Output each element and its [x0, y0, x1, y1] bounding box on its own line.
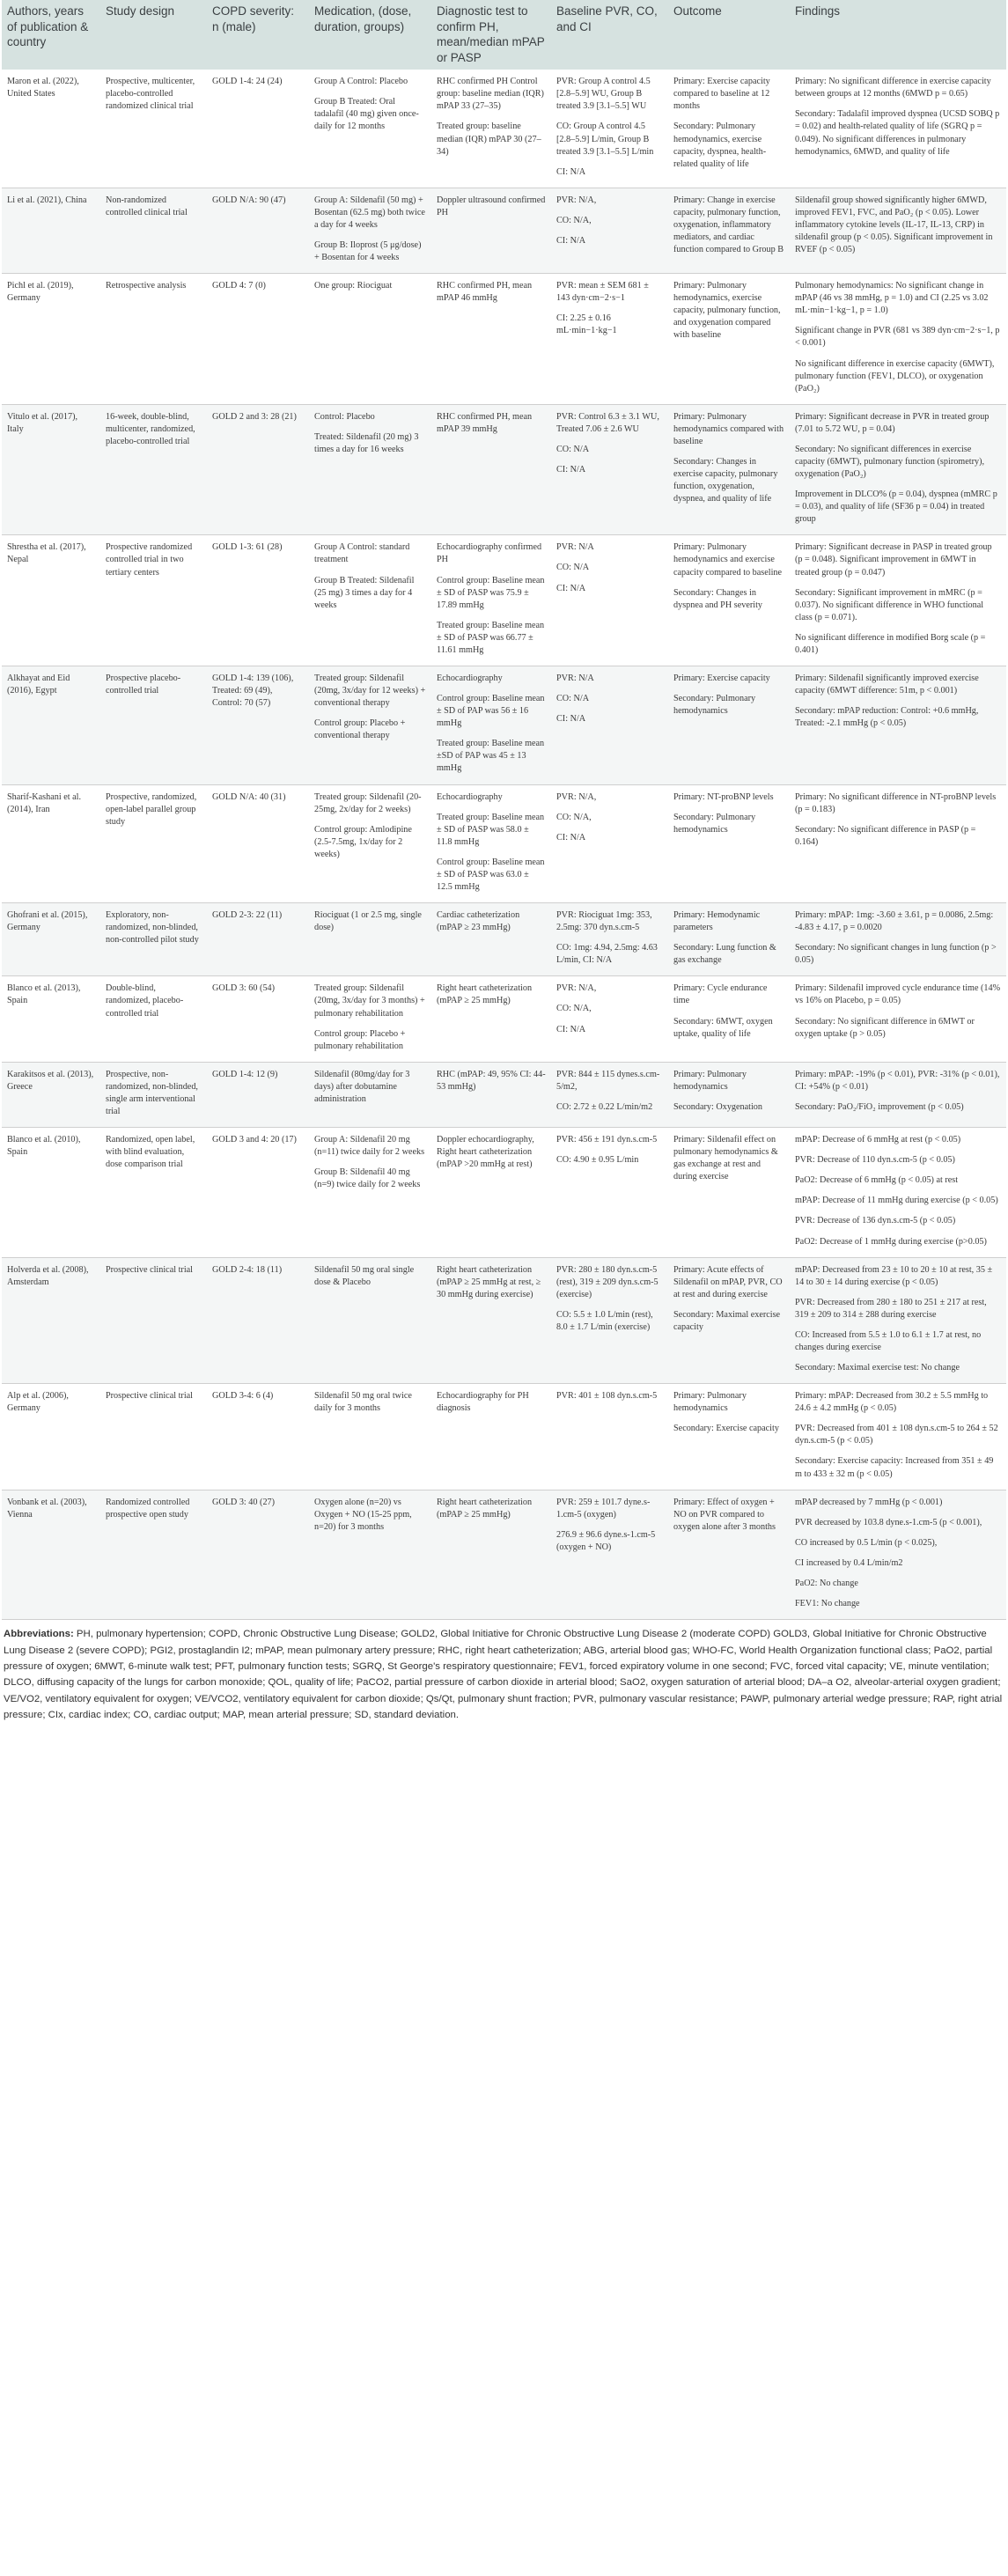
cell-outcome-paragraph: Primary: Change in exercise capacity, pulmonary function, oxygenation, inflammatory mediators, and cardiac function compared to Group B	[673, 195, 784, 255]
cell-medication-paragraph: Treated group: Sildenafil (20mg, 3x/day for 12 weeks) + conventional therapy	[314, 673, 426, 709]
cell-diagnostic-paragraph: RHC (mPAP: 49, 95% CI: 44-53 mmHg)	[437, 1069, 546, 1092]
cell-severity: GOLD 3: 60 (54)	[207, 976, 309, 1062]
cell-design: Double-blind, randomized, placebo-controlled trial	[100, 976, 207, 1062]
cell-diagnostic-paragraph: Doppler ultrasound confirmed PH	[437, 195, 546, 217]
cell-baseline-paragraph: CO: N/A,	[556, 812, 592, 822]
cell-diagnostic-paragraph: RHC confirmed PH, mean mPAP 39 mmHg	[437, 411, 533, 434]
cell-findings-paragraph: CO: Increased from 5.5 ± 1.0 to 6.1 ± 1.7 at rest, no changes during exercise	[795, 1329, 982, 1352]
cell-findings-paragraph: mPAP: Decrease of 11 mmHg during exercise (p < 0.05)	[795, 1196, 998, 1206]
cell-severity: GOLD 2-4: 18 (11)	[207, 1257, 309, 1384]
cell-baseline-paragraph: CI: N/A	[556, 166, 586, 177]
cell-diagnostic	[431, 188, 551, 273]
cell-findings-paragraph: Primary: Significant decrease in PVR in treated group (7.01 to 5.72 WU, p = 0.04)	[795, 411, 990, 434]
cell-outcome-paragraph: Secondary: Changes in exercise capacity, pulmonary function, oxygenation, dyspnea, and quality of life	[673, 456, 778, 504]
header-design: Study design	[100, 0, 207, 70]
cell-diagnostic-paragraph: Echocardiography confirmed PH	[437, 542, 542, 565]
cell-outcome	[668, 188, 790, 273]
cell-baseline-paragraph: PVR: N/A,	[556, 195, 597, 205]
cell-diagnostic-paragraph: Treated group: Baseline mean ± SD of PASP was 58.0 ± 11.8 mmHg	[437, 812, 545, 847]
cell-baseline	[551, 535, 668, 666]
cell-author: Blanco et al. (2010), Spain	[2, 1128, 100, 1257]
cell-outcome-paragraph: Primary: Sildenafil effect on pulmonary hemodynamics & gas exchange at rest and during exercise	[673, 1135, 778, 1182]
cell-baseline-paragraph: PVR: 401 ± 108 dyn.s.cm-5	[556, 1391, 658, 1402]
cell-findings-paragraph: Secondary: No significant difference in 6MWT or oxygen uptake (p > 0.05)	[795, 1016, 975, 1039]
cell-findings-paragraph: PaO2: Decrease of 1 mmHg during exercise (p>0.05)	[795, 1236, 987, 1247]
cell-medication-paragraph: Sildenafil 50 mg oral twice daily for 3 months	[314, 1391, 412, 1414]
cell-findings	[790, 535, 1006, 666]
cell-outcome-paragraph: Secondary: Pulmonary hemodynamics, exercise capacity, dyspnea, health-related quality of life	[673, 121, 767, 169]
cell-baseline	[551, 903, 668, 976]
cell-baseline-paragraph: PVR: N/A	[556, 542, 594, 553]
cell-baseline-paragraph: PVR: 259 ± 101.7 dyne.s-1.cm-5 (oxygen)	[556, 1497, 651, 1520]
header-row	[2, 0, 1006, 70]
abbreviations-footnote	[2, 1620, 1006, 1724]
header-findings: Findings	[790, 0, 1006, 70]
cell-baseline	[551, 1490, 668, 1619]
table-header	[2, 0, 1006, 70]
cell-author: Shrestha et al. (2017), Nepal	[2, 535, 100, 666]
header-baseline: Baseline PVR, CO, and CI	[551, 0, 668, 70]
cell-diagnostic-paragraph: Treated group: Baseline mean ±SD of PAP was 45 ± 13 mmHg	[437, 739, 545, 774]
cell-author: Sharif-Kashani et al. (2014), Iran	[2, 784, 100, 903]
cell-medication-paragraph: Group A: Sildenafil (50 mg) + Bosentan (62.5 mg) both twice a day for 4 weeks	[314, 195, 425, 230]
cell-findings-paragraph: Primary: mPAP: Decreased from 30.2 ± 5.5 mmHg to 24.6 ± 4.2 mmHg (p < 0.05)	[795, 1391, 989, 1414]
cell-baseline-paragraph: PVR: mean ± SEM 681 ± 143 dyn·cm−2·s−1	[556, 281, 649, 304]
cell-diagnostic-paragraph: Right heart catheterization (mPAP ≥ 25 mmHg at rest, ≥ 30 mmHg during exercise)	[437, 1264, 541, 1299]
cell-findings-paragraph: Primary: No significant difference in exercise capacity between groups at 12 months (6MWD p = 0.65)	[795, 77, 991, 99]
cell-baseline-paragraph: CO: 5.5 ± 1.0 L/min (rest), 8.0 ± 1.7 L/min (exercise)	[556, 1309, 653, 1332]
cell-outcome	[668, 784, 790, 903]
cell-author: Maron et al. (2022), United States	[2, 70, 100, 188]
cell-findings	[790, 784, 1006, 903]
cell-diagnostic-paragraph: Cardiac catheterization (mPAP ≥ 23 mmHg)	[437, 910, 520, 933]
cell-diagnostic	[431, 404, 551, 535]
cell-medication	[309, 1128, 431, 1257]
cell-baseline-paragraph: PVR: Control 6.3 ± 3.1 WU, Treated 7.06 ± 2.6 WU	[556, 411, 659, 434]
cell-baseline-paragraph: CO: 1mg: 4.94, 2.5mg: 4.63 L/min, CI: N/A	[556, 943, 658, 966]
cell-author: Vonbank et al. (2003), Vienna	[2, 1490, 100, 1619]
cell-findings-paragraph: mPAP: Decreased from 23 ± 10 to 20 ± 10 at rest, 35 ± 14 to 30 ± 14 during exercise (p < 0.05)	[795, 1264, 993, 1287]
cell-findings-paragraph: Secondary: Tadalafil improved dyspnea (UCSD SOBQ p = 0.02) and health-related quality of life (SGRQ p = 0.049). No significant differences in pulmonary hemodynamics, 6MWD, and quality of life	[795, 109, 1000, 157]
cell-medication-paragraph: Group A: Sildenafil 20 mg (n=11) twice daily for 2 weeks	[314, 1135, 425, 1158]
cell-medication	[309, 188, 431, 273]
abbreviations-text: PH, pulmonary hypertension; COPD, Chronic Obstructive Lung Disease; GOLD2, Global Initiative for Chronic Obstructive Lung Disease 2 (moderate COPD) GOLD3, Global Initiative for Chronic Obstructive Lung Disease 2 (severe COPD); PGI2, prostaglandin I2; mPAP, mean pulmonary artery pressure; RHC, right heart catheterization; ABG, arterial blood gas; WHO-FC, World Health Organization functional class; PaO2, partial pressure of oxygen; 6MWT, 6-minute walk test; PFT, pulmonary function tests; SGRQ, St George's respiratory questionnaire; FEV1, forced expiratory volume in one second; FVC, forced vital capacity; VE, minute ventilation; DLCO, diffusing capacity of the lungs for carbon monoxide; QOL, quality of life; PaCO2, partial pressure of carbon dioxide in arterial blood; SaO2, oxygen saturation of arterial blood; DA–a O2, alveolar-arterial oxygen gradient; VE/VO2, ventilatory equivalent for oxygen; VE/VCO2, ventilatory equivalent for carbon dioxide; Qs/Qt, pulmonary shunt fraction; PVR, pulmonary vascular resistance; PAWP, pulmonary arterial wedge pressure; RAP, right atrial pressure; CIx, cardiac index; CO, cardiac output; MAP, mean arterial pressure; SD, standard deviation.	[4, 1629, 1003, 1721]
cell-outcome-paragraph: Primary: Pulmonary hemodynamics compared with baseline	[673, 411, 784, 446]
cell-findings-paragraph: Secondary: mPAP reduction: Control: +0.6 mmHg, Treated: -2.1 mmHg (p < 0.05)	[795, 706, 979, 729]
cell-baseline-paragraph: CI: 2.25 ± 0.16 mL·min−1·kg−1	[556, 313, 617, 336]
cell-findings-paragraph: Primary: mPAP: 1mg: -3.60 ± 3.61, p = 0.0086, 2.5mg: -4.83 ± 4.17, p = 0.0020	[795, 910, 994, 933]
cell-medication	[309, 976, 431, 1062]
cell-findings	[790, 1384, 1006, 1490]
cell-outcome-paragraph: Primary: Hemodynamic parameters	[673, 910, 761, 933]
cell-severity: GOLD 4: 7 (0)	[207, 274, 309, 405]
cell-severity: GOLD N/A: 90 (47)	[207, 188, 309, 273]
cell-diagnostic-paragraph: Treated group: baseline median (IQR) mPAP 30 (27–34)	[437, 121, 541, 157]
cell-medication-paragraph: Sildenafil (80mg/day for 3 days) after dobutamine administration	[314, 1069, 410, 1104]
cell-medication-paragraph: Control group: Placebo + conventional therapy	[314, 718, 406, 741]
cell-findings-paragraph: Sildenafil group showed significantly higher 6MWD, improved FEV1, FVC, and PaO₂ (p < 0.05). Lower inflammatory cytokine levels (IL-17, IL-13, CRP) in sildenafil group (p < 0.05). Significant improvement in RVEF (p < 0.05)	[795, 195, 993, 255]
header-author: Authors, years of publication & country	[2, 0, 100, 70]
cell-diagnostic	[431, 976, 551, 1062]
cell-medication	[309, 1490, 431, 1619]
table-row	[2, 188, 1006, 273]
cell-baseline	[551, 1384, 668, 1490]
cell-medication-paragraph: One group: Riociguat	[314, 281, 393, 291]
cell-outcome-paragraph: Primary: Effect of oxygen + NO on PVR compared to oxygen alone after 3 months	[673, 1497, 776, 1532]
cell-outcome	[668, 1384, 790, 1490]
cell-findings-paragraph: FEV1: No change	[795, 1598, 860, 1608]
cell-findings-paragraph: Secondary: Exercise capacity: Increased from 351 ± 49 m to 433 ± 32 m (p < 0.05)	[795, 1456, 994, 1479]
cell-diagnostic	[431, 1384, 551, 1490]
cell-severity: GOLD 2 and 3: 28 (21)	[207, 404, 309, 535]
cell-findings-paragraph: Secondary: PaO₂/FiO₂ improvement (p < 0.05)	[795, 1101, 964, 1112]
cell-findings-paragraph: PaO2: Decrease of 6 mmHg (p < 0.05) at rest	[795, 1175, 959, 1186]
cell-baseline-paragraph: CI: N/A	[556, 583, 586, 593]
cell-diagnostic-paragraph: Control group: Baseline mean ± SD of PASP was 75.9 ± 17.89 mmHg	[437, 575, 545, 610]
cell-findings-paragraph: Secondary: Maximal exercise test: No change	[795, 1363, 960, 1373]
cell-outcome-paragraph: Secondary: 6MWT, oxygen uptake, quality of life	[673, 1016, 773, 1039]
cell-diagnostic-paragraph: Control group: Baseline mean ± SD of PAP was 56 ± 16 mmHg	[437, 694, 545, 729]
cell-findings-paragraph: Primary: Significant decrease in PASP in treated group (p = 0.048). Significant improvement in 6MWT in treated group (p = 0.047)	[795, 542, 992, 578]
cell-author: Blanco et al. (2013), Spain	[2, 976, 100, 1062]
cell-findings-paragraph: PaO2: No change	[795, 1578, 858, 1588]
cell-findings-paragraph: Pulmonary hemodynamics: No significant change in mPAP (46 vs 38 mmHg, p = 1.0) and CI (2.25 vs 3.02 mL·min−1·kg−1, p = 1.0)	[795, 281, 989, 316]
cell-findings-paragraph: PVR decreased by 103.8 dyne.s-1.cm-5 (p < 0.001),	[795, 1517, 982, 1527]
cell-diagnostic	[431, 70, 551, 188]
cell-findings-paragraph: Primary: Sildenafil significantly improved exercise capacity (6MWT difference: 51m, p < 0.001)	[795, 673, 979, 696]
cell-findings-paragraph: mPAP decreased by 7 mmHg (p < 0.001)	[795, 1497, 943, 1507]
cell-diagnostic-paragraph: Echocardiography for PH diagnosis	[437, 1391, 529, 1414]
cell-baseline	[551, 1128, 668, 1257]
cell-baseline-paragraph: CI: N/A	[556, 714, 586, 725]
cell-findings	[790, 1128, 1006, 1257]
cell-baseline-paragraph: PVR: 280 ± 180 dyn.s.cm-5 (rest), 319 ± 209 dyn.s.cm-5 (exercise)	[556, 1264, 659, 1299]
cell-design: Randomized, open label, with blind evaluation, dose comparison trial	[100, 1128, 207, 1257]
cell-findings-paragraph: Secondary: No significant differences in exercise capacity (6MWT), pulmonary function (spirometry), oxygenation (PaO₂)	[795, 444, 985, 480]
cell-findings-paragraph: Significant change in PVR (681 vs 389 dyn·cm−2·s−1, p < 0.001)	[795, 326, 1000, 349]
cell-findings-paragraph: Primary: mPAP: -19% (p < 0.01), PVR: -31% (p < 0.01), CI: +54% (p < 0.01)	[795, 1069, 1000, 1092]
cell-design: Exploratory, non-randomized, non-blinded, non-controlled pilot study	[100, 903, 207, 976]
cell-medication-paragraph: Riociguat (1 or 2.5 mg, single dose)	[314, 910, 422, 933]
cell-baseline-paragraph: CI: N/A	[556, 1024, 586, 1034]
cell-medication-paragraph: Control group: Amlodipine (2.5-7.5mg, 1x/day for 2 weeks)	[314, 824, 412, 859]
table-row	[2, 1257, 1006, 1384]
cell-outcome	[668, 976, 790, 1062]
cell-medication-paragraph: Treated group: Sildenafil (20-25mg, 2x/day for 2 weeks)	[314, 791, 422, 814]
cell-outcome	[668, 274, 790, 405]
cell-author: Vitulo et al. (2017), Italy	[2, 404, 100, 535]
cell-medication-paragraph: Treated group: Sildenafil (20mg, 3x/day for 3 months) + pulmonary rehabilitation	[314, 983, 425, 1019]
cell-design: Randomized controlled prospective open study	[100, 1490, 207, 1619]
cell-outcome	[668, 1490, 790, 1619]
cell-baseline-paragraph: CO: Group A control 4.5 [2.8–5.9] L/min, Group B treated 3.9 [3.1–5.5] L/min	[556, 121, 654, 157]
cell-findings-paragraph: No significant difference in exercise capacity (6MWT), pulmonary function (FEV1, DLCO), or oxygenation (PaO₂)	[795, 358, 995, 394]
table-row	[2, 535, 1006, 666]
table-row	[2, 1384, 1006, 1490]
cell-findings-paragraph: Primary: Sildenafil improved cycle endurance time (14% vs 16% on Placebo, p = 0.05)	[795, 983, 1001, 1006]
cell-baseline	[551, 70, 668, 188]
cell-baseline	[551, 1257, 668, 1384]
cell-design: Prospective, multicenter, placebo-controlled randomized clinical trial	[100, 70, 207, 188]
cell-diagnostic-paragraph: Control group: Baseline mean ± SD of PASP was 63.0 ± 12.5 mmHg	[437, 857, 545, 893]
cell-findings	[790, 976, 1006, 1062]
cell-outcome-paragraph: Primary: Exercise capacity compared to baseline at 12 months	[673, 77, 770, 112]
cell-outcome-paragraph: Secondary: Pulmonary hemodynamics	[673, 812, 756, 835]
cell-diagnostic	[431, 1490, 551, 1619]
cell-outcome-paragraph: Primary: Pulmonary hemodynamics	[673, 1391, 747, 1414]
cell-severity: GOLD 1-4: 139 (106), Treated: 69 (49), Control: 70 (57)	[207, 666, 309, 785]
cell-outcome-paragraph: Primary: Acute effects of Sildenafil on mPAP, PVR, CO at rest and during exercise	[673, 1264, 783, 1299]
cell-diagnostic	[431, 666, 551, 785]
cell-medication-paragraph: Sildenafil 50 mg oral single dose & Placebo	[314, 1264, 415, 1287]
cell-author: Alkhayat and Eid (2016), Egypt	[2, 666, 100, 785]
table-row	[2, 666, 1006, 785]
cell-severity: GOLD 1-4: 24 (24)	[207, 70, 309, 188]
cell-medication	[309, 274, 431, 405]
cell-baseline-paragraph: CI: N/A	[556, 832, 586, 843]
cell-outcome-paragraph: Primary: Cycle endurance time	[673, 983, 768, 1006]
cell-findings-paragraph: No significant difference in modified Borg scale (p = 0.401)	[795, 632, 986, 655]
cell-findings-paragraph: CO increased by 0.5 L/min (p < 0.025),	[795, 1537, 938, 1548]
cell-baseline-paragraph: PVR: N/A	[556, 673, 594, 683]
cell-medication	[309, 784, 431, 903]
table-row	[2, 1490, 1006, 1619]
cell-author: Alp et al. (2006), Germany	[2, 1384, 100, 1490]
cell-medication	[309, 1062, 431, 1127]
cell-medication-paragraph: Group A Control: Placebo	[314, 77, 408, 87]
cell-design: Prospective, randomized, open-label parallel group study	[100, 784, 207, 903]
header-medication: Medication, (dose, duration, groups)	[309, 0, 431, 70]
cell-author: Holverda et al. (2008), Amsterdam	[2, 1257, 100, 1384]
cell-medication-paragraph: Control: Placebo	[314, 411, 375, 422]
cell-outcome-paragraph: Secondary: Oxygenation	[673, 1101, 762, 1112]
cell-medication	[309, 1257, 431, 1384]
cell-medication	[309, 535, 431, 666]
cell-baseline	[551, 976, 668, 1062]
cell-outcome	[668, 1062, 790, 1127]
table-row	[2, 976, 1006, 1062]
cell-diagnostic-paragraph: Echocardiography	[437, 791, 503, 802]
cell-severity: GOLD 3-4: 6 (4)	[207, 1384, 309, 1490]
cell-findings-paragraph: Secondary: No significant changes in lung function (p > 0.05)	[795, 943, 997, 966]
cell-medication-paragraph: Group A Control: standard treatment	[314, 542, 410, 565]
cell-severity: GOLD 3 and 4: 20 (17)	[207, 1128, 309, 1257]
cell-baseline	[551, 404, 668, 535]
cell-baseline-paragraph: CO: 2.72 ± 0.22 L/min/m2	[556, 1101, 653, 1112]
cell-medication-paragraph: Group B: Sildenafil 40 mg (n=9) twice daily for 2 weeks	[314, 1167, 421, 1190]
cell-findings-paragraph: PVR: Decrease of 110 dyn.s.cm-5 (p < 0.05)	[795, 1155, 955, 1166]
cell-baseline-paragraph: CO: N/A	[556, 444, 590, 454]
table-body	[2, 70, 1006, 1619]
cell-medication-paragraph: Group B Treated: Sildenafil (25 mg) 3 times a day for 4 weeks	[314, 575, 415, 610]
cell-medication-paragraph: Group B Treated: Oral tadalafil (40 mg) given once-daily for 12 months	[314, 97, 419, 132]
cell-baseline-paragraph: PVR: 456 ± 191 dyn.s.cm-5	[556, 1135, 658, 1145]
cell-findings-paragraph: Secondary: Significant improvement in mMRC (p = 0.037). No significant difference in WHO functional class (p = 0.071).	[795, 587, 984, 622]
cell-outcome-paragraph: Primary: Exercise capacity	[673, 673, 770, 683]
cell-baseline-paragraph: CO: N/A	[556, 694, 590, 704]
cell-severity: GOLD 2-3: 22 (11)	[207, 903, 309, 976]
table-row	[2, 903, 1006, 976]
cell-outcome-paragraph: Secondary: Maximal exercise capacity	[673, 1309, 781, 1332]
cell-author: Ghofrani et al. (2015), Germany	[2, 903, 100, 976]
cell-severity: GOLD 1-4: 12 (9)	[207, 1062, 309, 1127]
cell-findings-paragraph: Improvement in DLCO% (p = 0.04), dyspnea (mMRC p = 0.03), and quality of life (SF36 p = 0.04) in treated group	[795, 489, 997, 525]
cell-outcome	[668, 404, 790, 535]
cell-findings	[790, 1062, 1006, 1127]
cell-design: Retrospective analysis	[100, 274, 207, 405]
cell-findings	[790, 1490, 1006, 1619]
cell-design: Prospective, non-randomized, non-blinded, single arm interventional trial	[100, 1062, 207, 1127]
cell-medication	[309, 70, 431, 188]
header-outcome: Outcome	[668, 0, 790, 70]
cell-outcome	[668, 1257, 790, 1384]
cell-findings-paragraph: Secondary: No significant difference in PASP (p = 0.164)	[795, 824, 976, 847]
table-row	[2, 1128, 1006, 1257]
cell-findings	[790, 903, 1006, 976]
cell-design: Prospective clinical trial	[100, 1257, 207, 1384]
cell-findings-paragraph: PVR: Decreased from 280 ± 180 to 251 ± 217 at rest, 319 ± 209 to 314 ± 288 during exercise	[795, 1297, 987, 1320]
cell-diagnostic	[431, 1128, 551, 1257]
cell-medication	[309, 1384, 431, 1490]
cell-baseline	[551, 188, 668, 273]
cell-baseline-paragraph: PVR: N/A,	[556, 983, 597, 994]
cell-outcome	[668, 70, 790, 188]
cell-findings-paragraph: CI increased by 0.4 L/min/m2	[795, 1557, 903, 1568]
cell-medication-paragraph: Treated: Sildenafil (20 mg) 3 times a day for 16 weeks	[314, 431, 419, 454]
cell-diagnostic	[431, 1062, 551, 1127]
cell-outcome-paragraph: Primary: Pulmonary hemodynamics and exercise capacity compared to baseline	[673, 542, 783, 578]
cell-diagnostic	[431, 1257, 551, 1384]
cell-outcome	[668, 1128, 790, 1257]
header-severity: COPD severity: n (male)	[207, 0, 309, 70]
cell-diagnostic-paragraph: Treated group: Baseline mean ± SD of PASP was 66.77 ± 11.61 mmHg	[437, 620, 545, 655]
cell-findings-paragraph: PVR: Decrease of 136 dyn.s.cm-5 (p < 0.05)	[795, 1216, 956, 1226]
cell-diagnostic-paragraph: Echocardiography	[437, 673, 503, 683]
cell-medication-paragraph: Group B: Iloprost (5 μg/dose) + Bosentan for 4 weeks	[314, 239, 422, 263]
cell-findings-paragraph: mPAP: Decrease of 6 mmHg at rest (p < 0.05)	[795, 1135, 961, 1145]
cell-author: Pichl et al. (2019), Germany	[2, 274, 100, 405]
cell-severity: GOLD 1-3: 61 (28)	[207, 535, 309, 666]
cell-outcome	[668, 903, 790, 976]
studies-table	[2, 0, 1006, 1620]
cell-baseline-paragraph: CO: N/A,	[556, 215, 592, 225]
cell-medication	[309, 903, 431, 976]
cell-outcome-paragraph: Primary: Pulmonary hemodynamics, exercise capacity, pulmonary function, and oxygenation compared with baseline	[673, 281, 781, 341]
table-row	[2, 404, 1006, 535]
cell-diagnostic	[431, 784, 551, 903]
cell-severity: GOLD N/A: 40 (31)	[207, 784, 309, 903]
cell-baseline-paragraph: CI: N/A	[556, 235, 586, 246]
cell-diagnostic-paragraph: Right heart catheterization (mPAP ≥ 25 mmHg)	[437, 1497, 533, 1520]
cell-design: Prospective clinical trial	[100, 1384, 207, 1490]
cell-findings-paragraph: PVR: Decreased from 401 ± 108 dyn.s.cm-5 to 264 ± 52 dyn.s.cm-5 (p < 0.05)	[795, 1424, 998, 1446]
cell-medication-paragraph: Oxygen alone (n=20) vs Oxygen + NO (15-25 ppm, n=20) for 3 months	[314, 1497, 412, 1532]
cell-outcome	[668, 535, 790, 666]
cell-baseline-paragraph: CO: N/A,	[556, 1004, 592, 1014]
cell-design: Prospective placebo-controlled trial	[100, 666, 207, 785]
cell-baseline-paragraph: CO: N/A	[556, 563, 590, 573]
cell-findings	[790, 404, 1006, 535]
abbreviations-label: Abbreviations:	[4, 1629, 74, 1640]
cell-baseline-paragraph: 276.9 ± 96.6 dyne.s-1.cm-5 (oxygen + NO)	[556, 1529, 656, 1552]
cell-medication-paragraph: Control group: Placebo + pulmonary rehabilitation	[314, 1028, 406, 1051]
cell-outcome-paragraph: Secondary: Lung function & gas exchange	[673, 943, 776, 966]
cell-baseline-paragraph: PVR: 844 ± 115 dynes.s.cm-5/m2,	[556, 1069, 660, 1092]
cell-medication	[309, 404, 431, 535]
cell-design: 16-week, double-blind, multicenter, randomized, placebo-controlled trial	[100, 404, 207, 535]
cell-diagnostic-paragraph: Doppler echocardiography, Right heart catheterization (mPAP >20 mmHg at rest)	[437, 1135, 534, 1170]
cell-diagnostic-paragraph: RHC confirmed PH Control group: baseline median (IQR) mPAP 33 (27–35)	[437, 77, 544, 112]
cell-outcome	[668, 666, 790, 785]
cell-baseline	[551, 666, 668, 785]
cell-findings	[790, 70, 1006, 188]
cell-findings-paragraph: Primary: No significant difference in NT-proBNP levels (p = 0.183)	[795, 791, 997, 814]
cell-diagnostic	[431, 535, 551, 666]
cell-diagnostic	[431, 274, 551, 405]
cell-baseline-paragraph: PVR: Group A control 4.5 [2.8–5.9] WU, Group B treated 3.9 [3.1–5.5] WU	[556, 77, 651, 112]
cell-baseline-paragraph: PVR: Riociguat 1mg: 353, 2.5mg: 370 dyn.s.cm-5	[556, 910, 652, 933]
cell-findings	[790, 188, 1006, 273]
cell-diagnostic	[431, 903, 551, 976]
cell-outcome-paragraph: Primary: NT-proBNP levels	[673, 791, 774, 802]
cell-outcome-paragraph: Secondary: Pulmonary hemodynamics	[673, 694, 756, 717]
header-diagnostic: Diagnostic test to confirm PH, mean/median mPAP or PASP	[431, 0, 551, 70]
cell-diagnostic-paragraph: Right heart catheterization (mPAP ≥ 25 mmHg)	[437, 983, 533, 1006]
cell-findings	[790, 666, 1006, 785]
cell-medication	[309, 666, 431, 785]
cell-baseline-paragraph: CO: 4.90 ± 0.95 L/min	[556, 1155, 639, 1166]
table-row	[2, 70, 1006, 188]
cell-baseline-paragraph: PVR: N/A,	[556, 791, 597, 802]
cell-baseline	[551, 784, 668, 903]
cell-design: Prospective randomized controlled trial in two tertiary centers	[100, 535, 207, 666]
cell-baseline	[551, 274, 668, 405]
table-row	[2, 1062, 1006, 1127]
cell-severity: GOLD 3: 40 (27)	[207, 1490, 309, 1619]
cell-diagnostic-paragraph: RHC confirmed PH, mean mPAP 46 mmHg	[437, 281, 533, 304]
cell-baseline-paragraph: CI: N/A	[556, 464, 586, 475]
cell-author: Li et al. (2021), China	[2, 188, 100, 273]
cell-outcome-paragraph: Secondary: Changes in dyspnea and PH severity	[673, 587, 763, 610]
table-row	[2, 784, 1006, 903]
cell-outcome-paragraph: Primary: Pulmonary hemodynamics	[673, 1069, 747, 1092]
cell-findings	[790, 1257, 1006, 1384]
cell-baseline	[551, 1062, 668, 1127]
cell-author: Karakitsos et al. (2013), Greece	[2, 1062, 100, 1127]
table-row	[2, 274, 1006, 405]
cell-outcome-paragraph: Secondary: Exercise capacity	[673, 1424, 779, 1434]
cell-findings	[790, 274, 1006, 405]
cell-design: Non-randomized controlled clinical trial	[100, 188, 207, 273]
